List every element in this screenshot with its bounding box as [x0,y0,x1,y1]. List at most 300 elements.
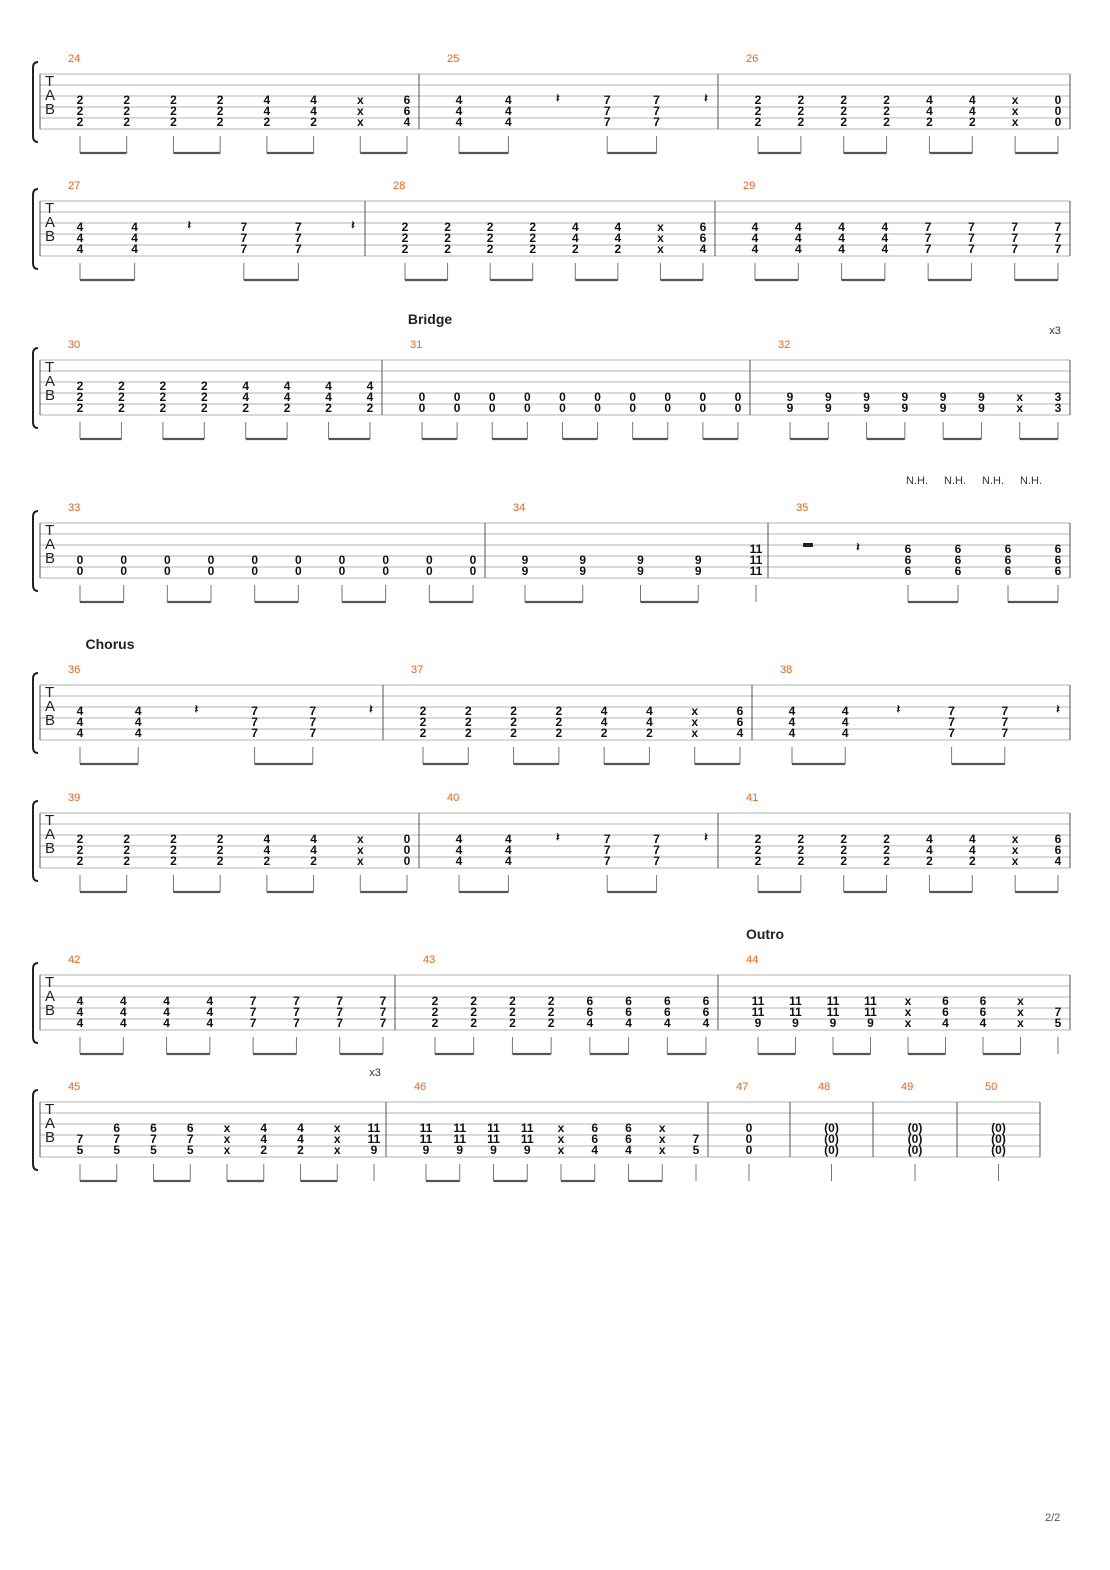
fret-number: 9 [978,390,985,404]
fret-number: x [333,1121,341,1135]
fret-number: (0) [991,1143,1006,1157]
fret-number: 0 [734,390,742,404]
fret-number: 4 [206,994,214,1008]
measure-number: 25 [447,53,460,65]
fret-number: 4 [841,726,849,740]
system-bracket [33,62,38,142]
fret-number: 6 [403,93,411,107]
quarter-rest: 𝄽 [187,218,192,232]
fret-number: 7 [603,93,611,107]
fret-number: 0 [382,564,390,578]
quarter-rest: 𝄽 [896,702,901,716]
fret-number: 2 [840,843,848,857]
fret-number: 4 [76,704,84,718]
fret-number: 2 [840,832,848,846]
measure-number: 39 [68,792,81,804]
fret-number: x [1011,104,1019,118]
fret-number: 2 [486,220,494,234]
fret-number: (0) [991,1132,1006,1146]
fret-number: 4 [600,715,608,729]
fret-number: 4 [283,390,291,404]
fret-number: 6 [591,1121,599,1135]
fret-number: 6 [736,715,744,729]
fret-number: 0 [453,390,461,404]
fret-number: 6 [954,564,962,578]
fret-number: 4 [76,242,84,256]
fret-number: 2 [263,115,271,129]
fret-number: 2 [509,994,516,1008]
fret-number: 0 [629,401,637,415]
fret-number: 2 [926,854,933,868]
fret-number: 2 [797,115,805,129]
fret-number: 7 [1054,1005,1062,1019]
fret-number: 6 [942,1005,949,1019]
fret-number: 0 [594,401,601,415]
fret-number: 6 [1054,542,1062,556]
fret-number: x [657,220,664,234]
fret-number: 2 [883,843,890,857]
fret-number: 2 [754,93,762,107]
fret-number: 2 [431,1005,439,1019]
fret-number: 2 [614,242,622,256]
fret-number: 11 [749,553,763,567]
quarter-rest: 𝄽 [369,702,373,716]
fret-number: 2 [529,231,537,245]
fret-number: 0 [251,553,259,567]
fret-number: 11 [749,564,763,578]
fret-number: 4 [968,104,976,118]
fret-number: 0 [629,390,637,404]
fret-number: 6 [591,1132,599,1146]
fret-number: 0 [664,401,672,415]
tab-clef-letter: A [45,536,56,553]
fret-number: 4 [310,104,317,118]
fret-number: 2 [486,231,494,245]
fret-number: 4 [297,1132,304,1146]
harmonic-annotation: N.H. [906,475,928,487]
fret-number: 0 [294,564,302,578]
fret-number: 2 [76,401,84,415]
fret-number: 2 [123,115,131,129]
fret-number: 11 [367,1132,381,1146]
fret-number: 2 [170,93,177,107]
fret-number: 7 [293,994,300,1008]
fret-number: 7 [603,104,611,118]
fret-number: 4 [505,843,512,857]
measure-number: 37 [411,664,424,676]
fret-number: 7 [948,726,955,740]
fret-number: 4 [838,220,845,234]
fret-number: 7 [295,231,302,245]
fret-number: 2 [754,104,762,118]
fret-number: 2 [76,390,84,404]
fret-number: 3 [1054,390,1062,404]
fret-number: 0 [469,553,477,567]
fret-number: 2 [571,242,579,256]
fret-number: 4 [403,115,411,129]
fret-number: 11 [487,1121,500,1135]
fret-number: 4 [366,390,374,404]
fret-number: 2 [170,104,177,118]
tab-clef-letter: T [45,974,55,991]
fret-number: 7 [379,1005,387,1019]
fret-number: 7 [336,1005,344,1019]
fret-number: 2 [510,704,517,718]
measure-number: 50 [985,1081,998,1093]
fret-number: x [356,93,364,107]
fret-number: 2 [510,715,517,729]
tab-clef-letter: T [45,1101,55,1118]
fret-number: (0) [907,1132,923,1146]
fret-number: 6 [186,1121,194,1135]
fret-number: 6 [625,1121,632,1135]
fret-number: 5 [186,1143,194,1157]
fret-number: 2 [840,104,848,118]
fret-number: 4 [505,115,512,129]
tab-clef-letter: T [45,359,55,376]
fret-number: 2 [263,854,271,868]
fret-number: 4 [263,93,271,107]
fret-number: 5 [1054,1016,1062,1030]
fret-number: 11 [826,994,840,1008]
fret-number: 2 [529,220,537,234]
fret-number: 2 [547,1005,555,1019]
fret-number: 7 [249,1016,257,1030]
fret-number: 0 [207,553,215,567]
half-rest [803,543,813,547]
fret-number: 0 [425,564,433,578]
fret-number: 2 [76,843,84,857]
fret-number: 2 [216,115,224,129]
fret-number: 11 [789,994,802,1008]
fret-number: 0 [418,390,426,404]
fret-number: 6 [150,1121,157,1135]
fret-number: 7 [240,220,248,234]
fret-number: 0 [338,553,346,567]
fret-number: 2 [76,104,84,118]
fret-number: 6 [1054,553,1062,567]
fret-number: 7 [240,231,248,245]
fret-number: (0) [824,1132,839,1146]
repeat-count: x3 [369,1067,381,1079]
fret-number: 9 [901,390,909,404]
fret-number: x [356,843,364,857]
fret-number: 6 [702,1005,710,1019]
fret-number: 7 [150,1132,157,1146]
fret-number: 2 [123,104,131,118]
tab-clef-letter: A [45,698,56,715]
fret-number: 7 [924,242,932,256]
fret-number: 7 [249,994,257,1008]
fret-number: 11 [751,994,765,1008]
fret-number: 4 [600,704,608,718]
fret-number: 0 [425,553,433,567]
fret-number: 4 [134,704,142,718]
fret-number: x [658,1143,666,1157]
fret-number: 6 [699,220,707,234]
fret-number: 2 [754,854,762,868]
fret-number: 0 [488,390,496,404]
tab-clef-letter: T [45,522,55,539]
fret-number: 4 [614,231,622,245]
fret-number: 9 [978,401,985,415]
fret-number: 4 [736,726,744,740]
fret-number: 4 [881,242,889,256]
fret-number: 4 [841,704,849,718]
quarter-rest: 𝄽 [704,91,708,105]
fret-number: 6 [625,1132,632,1146]
fret-number: 4 [163,994,170,1008]
fret-number: 4 [455,843,463,857]
fret-number: x [691,726,699,740]
fret-number: 2 [310,854,317,868]
fret-number: 11 [826,1005,840,1019]
fret-number: 4 [263,843,271,857]
tab-clef-letter: A [45,373,56,390]
fret-number: x [691,715,699,729]
fret-number: 6 [954,542,962,556]
fret-number: 2 [555,715,563,729]
fret-number: 7 [293,1016,300,1030]
fret-number: 7 [653,832,660,846]
fret-number: 11 [487,1132,500,1146]
fret-number: 7 [336,1016,344,1030]
fret-number: 4 [881,220,889,234]
fret-number: x [557,1132,565,1146]
fret-number: 4 [663,1016,671,1030]
fret-number: 2 [840,93,848,107]
quarter-rest: 𝄽 [555,91,560,105]
tab-clef-letter: B [45,1002,56,1019]
repeat-count: x3 [1049,325,1061,337]
fret-number: x [1011,854,1019,868]
fret-number: 4 [591,1143,599,1157]
fret-number: 7 [309,715,317,729]
fret-number: 2 [444,231,451,245]
system-bracket [33,673,38,753]
measure-number: 32 [778,339,791,351]
fret-number: 0 [382,553,390,567]
fret-number: 4 [310,93,317,107]
tab-clef-letter: A [45,826,56,843]
fret-number: 6 [663,994,671,1008]
fret-number: 0 [523,401,531,415]
fret-number: 2 [118,401,125,415]
fret-number: x [1011,843,1019,857]
fret-number: 2 [216,104,224,118]
fret-number: 7 [653,854,660,868]
fret-number: 0 [120,564,128,578]
fret-number: 4 [586,1016,594,1030]
fret-number: 2 [968,115,976,129]
fret-number: 2 [118,379,125,393]
fret-number: 6 [699,231,707,245]
fret-number: 2 [76,115,84,129]
fret-number: 4 [926,832,933,846]
fret-number: 2 [754,115,762,129]
fret-number: 7 [653,843,660,857]
fret-number: x [1017,1005,1024,1019]
fret-number: 4 [788,715,796,729]
fret-number: 2 [754,832,762,846]
fret-number: 2 [159,390,167,404]
fret-number: 2 [170,832,177,846]
fret-number: 2 [431,1016,439,1030]
fret-number: 7 [948,704,955,718]
fret-number: 9 [939,401,947,415]
fret-number: 2 [310,115,317,129]
fret-number: 4 [260,1121,268,1135]
fret-number: 6 [403,104,411,118]
quarter-rest: 𝄽 [555,830,560,844]
section-label: Bridge [407,311,453,327]
fret-number: 7 [653,115,660,129]
fret-number: 7 [924,231,932,245]
measure-number: 40 [447,792,460,804]
fret-number: x [356,115,364,129]
fret-number: 11 [453,1132,467,1146]
measure-number: 28 [393,180,406,192]
system-bracket [33,511,38,591]
fret-number: x [691,704,699,718]
fret-number: 2 [470,1016,478,1030]
fret-number: x [1011,832,1019,846]
fret-number: 2 [464,715,472,729]
fret-number: 6 [702,994,710,1008]
measure-number: 31 [410,339,423,351]
fret-number: 2 [600,726,608,740]
section-label: Outro [745,926,785,942]
fret-number: x [904,1016,912,1030]
fret-number: 7 [1011,242,1019,256]
fret-number: 4 [646,704,653,718]
fret-number: 4 [283,379,291,393]
fret-number: 6 [625,1005,632,1019]
tab-clef-letter: T [45,73,55,90]
fret-number: 2 [444,220,451,234]
fret-number: 2 [529,242,537,256]
fret-number: 4 [838,242,845,256]
measure-number: 38 [780,664,793,676]
fret-number: 2 [555,726,563,740]
fret-number: x [658,1121,666,1135]
section-label: Chorus [85,636,135,652]
fret-number: 4 [614,220,622,234]
fret-number: 6 [979,1005,987,1019]
fret-number: 9 [694,564,702,578]
fret-number: (0) [824,1121,839,1135]
measure-number: 29 [743,180,756,192]
measure-number: 48 [818,1081,831,1093]
fret-number: 2 [216,843,224,857]
measure-number: 44 [746,954,759,966]
fret-number: 4 [76,1016,84,1030]
fret-number: 7 [968,231,975,245]
fret-number: 2 [297,1143,304,1157]
fret-number: 0 [418,401,426,415]
fret-number: 4 [134,726,142,740]
fret-number: 7 [1001,704,1009,718]
fret-number: 7 [1011,220,1019,234]
fret-number: 6 [1004,542,1012,556]
fret-number: 9 [521,564,529,578]
fret-number: 4 [968,93,976,107]
fret-number: 9 [829,1016,837,1030]
fret-number: 11 [367,1121,381,1135]
fret-number: 9 [863,401,870,415]
fret-number: 7 [76,1132,84,1146]
fret-number: 2 [464,704,472,718]
fret-number: 2 [260,1143,268,1157]
fret-number: 2 [509,1005,516,1019]
fret-number: 7 [603,854,611,868]
system-bracket [33,963,38,1043]
fret-number: 2 [883,93,890,107]
fret-number: 4 [968,832,976,846]
fret-number: 9 [422,1143,430,1157]
fret-number: 11 [520,1132,534,1146]
fret-number: 4 [646,715,653,729]
fret-number: 9 [824,401,832,415]
fret-number: 7 [924,220,932,234]
fret-number: 2 [797,93,805,107]
fret-number: x [223,1121,231,1135]
tab-clef-letter: B [45,387,56,404]
fret-number: 6 [904,542,912,556]
measure-number: 49 [901,1081,914,1093]
tab-clef-letter: A [45,988,56,1005]
fret-number: 4 [242,390,250,404]
fret-number: 2 [419,726,427,740]
measure-number: 43 [423,954,436,966]
fret-number: x [333,1132,341,1146]
fret-number: x [657,242,664,256]
fret-number: 7 [379,994,387,1008]
fret-number: 4 [76,994,84,1008]
fret-number: 4 [505,93,512,107]
fret-number: 2 [159,401,167,415]
fret-number: 2 [547,994,555,1008]
fret-number: 4 [788,726,796,740]
fret-number: 4 [263,832,271,846]
fret-number: 7 [249,1005,257,1019]
fret-number: 4 [242,379,250,393]
fret-number: 4 [131,220,138,234]
fret-number: 4 [751,220,759,234]
fret-number: 4 [841,715,849,729]
fret-number: 2 [486,242,494,256]
fret-number: x [657,231,664,245]
fret-number: 0 [338,564,346,578]
fret-number: 0 [251,564,259,578]
fret-number: 7 [379,1016,387,1030]
system-bracket [33,1090,38,1170]
fret-number: 4 [119,994,127,1008]
fret-number: 4 [455,115,463,129]
fret-number: 2 [470,1005,478,1019]
fret-number: 4 [702,1016,710,1030]
fret-number: 4 [119,1016,127,1030]
fret-number: 4 [163,1016,170,1030]
measure-number: 36 [68,664,81,676]
fret-number: 4 [699,242,707,256]
fret-number: 2 [444,242,451,256]
fret-number: 9 [490,1143,497,1157]
fret-number: 3 [1054,401,1062,415]
tab-clef-letter: T [45,812,55,829]
fret-number: 0 [734,401,742,415]
fret-number: 6 [1004,553,1012,567]
